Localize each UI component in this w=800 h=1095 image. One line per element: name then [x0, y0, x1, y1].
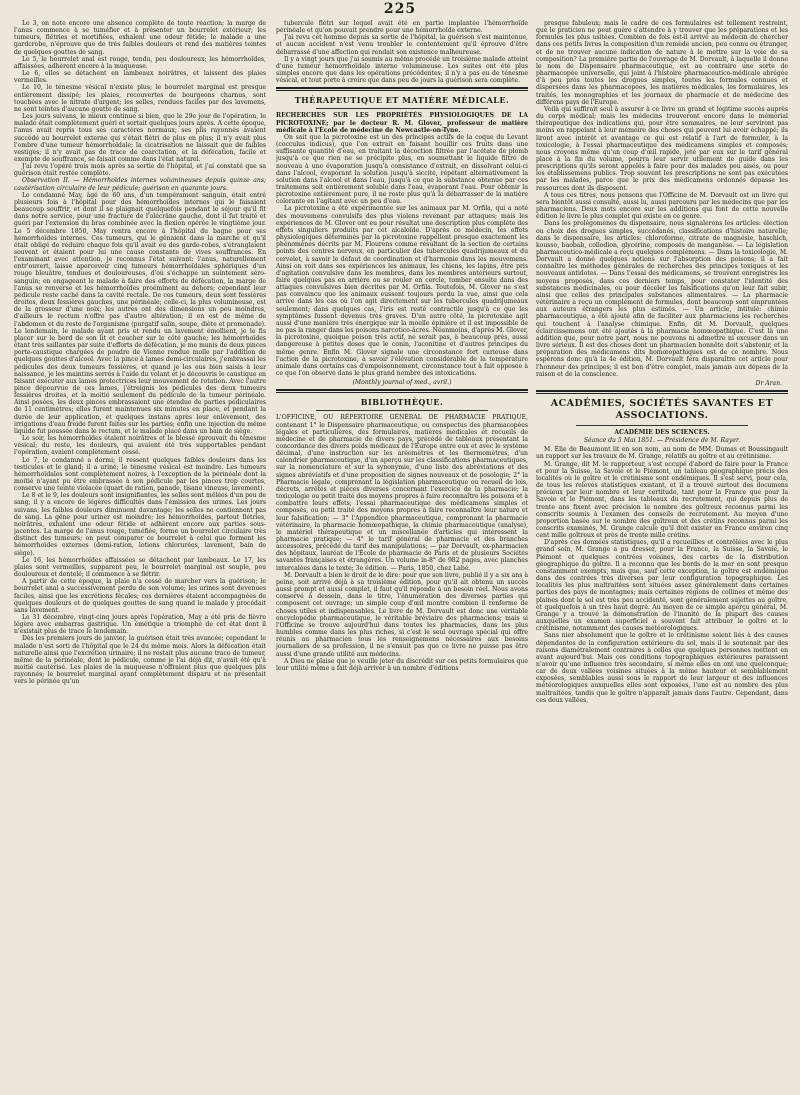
- section-rule-thin: [316, 108, 488, 109]
- paragraph: M. Élie de Beaumont lit en son nom, au nom de MM. Dumas et Boussingault un rapport sur les travaux de M. Grange, relatifs au goître et au crétinisme.: [536, 446, 788, 461]
- paragraph: A partir de cette époque, la plaie n'a cessé de marcher vers la guérison; le bourrelet anal a successivement perdu de son volume; les urines sont devenues faciles, ainsi que les excrétions fécales; ces dernières étaient accompagnées de quelques douleurs et de quelques gouttes de sang quand le malade y procédait sans lavement.: [14, 578, 266, 614]
- column-middle: [276, 20, 528, 1090]
- paragraph: Le 10, le ténesme vésical n'existe plus; le bourrelet marginal est presque entièrement dissipé; les plaies, recouvertes de bourgeons charnus, sont touchées avec le nitrate d'argent; les selles, rendues faciles par des lavemens, ne sont teintes d'aucune goutte de sang.: [14, 84, 266, 113]
- paragraph: Le 8 et le 9, les douleurs sont insignifiantes, les selles sont mêlées d'un peu de sang; il y a encore de légères difficultés dans l'émission des urines. Les jours suivans, les faibles douleurs diminuent davantage; les selles ne contiennent pas de sang. La gêne pour uriner est moindre; les hémorrhoïdes, partout flétries, noirâtres, exhalent une odeur fétide et adhèrent encore aux parties sous-jacentes. La marge de l'anus rouge, tuméfiée, forme un bourrelet circulaire très distinct des tumeurs; on peut comparer ce bourrelet à celui que forment les hémorrhoïdes externes (demi-ration, lotions chlorurées, lavement, bain de siège).: [14, 492, 266, 557]
- paragraph: Le 6, elles se détachent en lambeaux noirâtres, et laissent des plaies vermeilles.: [14, 70, 266, 85]
- paragraph: Le 31 décembre, vingt-cinq jours après l'opération, May a été pris de fièvre légère avec embarras gastrique. Un émétique a triomphé de cet état dont il n'existait plus de trace le lendemain.: [14, 613, 266, 636]
- session-line: Séance du 5 Mai 1851. — Présidence de M. Rayer.: [583, 437, 741, 445]
- paragraph: Le condamné May, âgé de 60 ans, d'un tempérament sanguin, était entré plusieurs fois à l'hôpital pour des hémorrhoïdes internes qui le faisaient beaucoup souffrir, et dont il se plaignait quelquefois pendant le séjour qu'il fit dans notre service, pour une fracture de l'olécrâne gauche, dont il fut traité et guéri par l'extension du bras combinée avec la flexion opérée le vingtième jour. Le 5 décembre 1850, May rentra encore à l'hôpital du bagne pour ses hémorrhoïdes internes. Ces tumeurs, qui le gênaient dans la marche et qu'il était obligé de réduire chaque fois qu'il avait eu des garde-robes, s'étranglaient souvent et étaient pour lui une cause constante de vives souffrances. En l'examinant avec attention, je reconnus l'état suivant: l'anus, naturellement entr'ouvert, laisse apercevoir cinq tumeurs hémorrhoïdales sphériques d'un rouge bleuâtre, tendues et douloureuses, d'où s'échappe un suintement séro-sanguin; en engageant le malade à faire des efforts de défécation, la marge de l'anus se renverse et les hémorrhoïdes proéminent au dehors; cependant leur pédicule reste caché dans la cavité rectale. De ces tumeurs, deux sont fessières droites, deux fessières gauches, une périnéale; celle-ci, la plus volumineuse, est de la grosseur d'une noix; les autres ont des dimensions un peu moindres, d'ailleurs le rectum n'offre pas d'autre altération; il en est de même de l'abdomen et du reste de l'organisme (purgatif salin, soupe, diète et promenade). Le lendemain, le malade ayant pris et rendu un lavement émollient, je le fis placer sur le bord de son lit et coucher sur le côté gauche; les hémorrhoïdes étant très saillantes par suite d'efforts de défécation, je me munis de deux pinces porte-caustique chargées de poudre de Vienne rendue molle par l'addition de quelques gouttes d'alcool. Avec la pince à lames demi-circulaires, j'embrassai les pédicules des deux tumeurs fessières, et quand je les eus bien saisis à leur naissance, je les maintins serrés à l'aide du volant et je découvris le caustique en faisant exécuter aux lames protectrices leur mouvement de rotation. Avec l'autre pince dépourvue de ces lames, j'étreignis les pédicules des deux tumeurs fessières droites, et la moitié seulement du pédicule de la tumeur périnéale. Ainsi posées, les deux pinces embrassaient une étendue de parties pédiculaires de 11 centimètres; elles furent maintenues six minutes en place, et pendant la durée de leur application, et quelques instans après leur enlèvement, des irrigations d'eau froide furent faites sur les parties; enfin une injection du même liquide fut poussée dans le rectum, et le malade placé dans un bain de siège.: [14, 191, 266, 435]
- paragraph: A Dieu ne plaise que je veuille jeter du discrédit sur ces petits formulaires que leur utilité même a fait déjà arriver à un nombre d'éditions: [276, 657, 528, 672]
- therapeutics-article-subtitle: RECHERCHES SUR LES PROPRIÉTÉS PHYSIOLOGIQUES DE LA PICROTOXINE; par le docteur R. M. Glover, professeur de matière médicale à l'École de médecine de Newcastle-on-Tyne.: [276, 112, 528, 134]
- therapeutics-section-title: THÉRAPEUTIQUE ET MATIÈRE MÉDICALE.: [294, 95, 510, 106]
- paragraph: M. Grange, dit M. le rapporteur, s'est occupé d'abord de faire pour la France et pour la Suisse, la Savoie et le Piémont, un tableau géographique précis des localités où le goître et le crétinisme sont endémiques. Il s'est servi, pour cela, de tous les relevés statistiques existant, et il a trouvé surtout des documens précieux par leur nombre et leur certitude, tant pour la France que pour la Savoie et le Piémont, dans les tableaux du recrutement, qui depuis plus de trente ans fixent avec précision le nombre des goîtreux reconnus parmi les conscrits soumis à l'examen des conseils de recrutement. Au moyen d'une proportion basée sur le nombre des goîtreux et des crétins reconnus parmi les conscrits examinés, M. Grange calcule qu'il doit exister en France environ cinq cent mille goîtreux et près de trente mille crétins.: [536, 460, 788, 540]
- paragraph: D'après ces données statistiques, qu'il a recueillies et contrôlées avec le plus grand soin, M. Grange a pu dresser, pour la France, la Suisse, la Savoie, le Piémont et quelques contrées voisines, des cartes de la distribution géographique du goître. Il a reconnu que les bords de la mer en sont presque constamment exempts, mais que, sauf cette exception, le goître est endémique dans des contrées très diverses par leur configuration topographique. Les localités les plus maltraitées sont situées assez généralement dans certaines parties des pays de montagnes; mais certaines régions de collines et même des plaines dont le sol est très peu accidenté, sont généralement sujettes au goître, et quelquefois à un très haut degré. Au moyen de ce simple aperçu général, M. Grange y a trouvé la démonstration de l'inanité de la plupart des causes auxquelles un examen superficiel a souvent fait attribuer le goître et le crétinisme, notamment des causes météorologiques.: [536, 539, 788, 633]
- paragraph: tubercule flétri sur lequel avait été en partie implantée l'hémorrhoïde périnéale et qu'on pouvait prendre pour une hémorrhoïde externe.: [276, 20, 528, 35]
- paragraph: Le 7, le condamné a dormi; il ressent quelques faibles douleurs dans les testicules et le gland; il a uriné; le ténesme vésical est moindre. Les tumeurs hémorrhoïdales sont complètement noires, à l'exception de la périnéale dont la moitié n'ayant pu être embrassée à son pédicule par les pinces trop courtes, conserve une teinte violacée (quart de ration, panade, tisane vineuse, lavement).: [14, 456, 266, 493]
- paragraph: Voilà qui suffirait seul à assurer à ce livre un grand et légitime succès auprès du corps médical; mais les médecins trouveront encore dans le mémorial thérapeutique des indications qui, pour être sommaires, ne leur serviront pas moins en rappelant à leur mémoire des choses qui peuvent lui avoir échappé; ils liront avec intérêt et avantage ce qui est relatif à l'art de formuler, à la toxicologie, à l'essai pharmaceutique des médicamens simples et composés; nous croyons même qu'un coup d'œil rapide, jeté par eux sur le tarif général placé à la fin du volume, pourra leur servir utilement de guide dans les prescriptions qu'ils seront appelés à faire pour des malades peu aisés, ou pour les établissemens publics. Trop souvent les prescriptions ne sont pas exécutées par les malades, parce que le prix des médicamens ordonnés dépasse les ressources dont ils disposent.: [536, 105, 788, 192]
- paragraph: Dès les premiers jours de janvier, la guérison était très avancée; cependant le malade n'est sorti de l'hôpital que le 24 du même mois. Alors la défécation était naturelle ainsi que l'excrétion urinaire; il ne restait plus aucune trace de tumeur, même de la périnéale, dont le pédicule, comme je l'ai déjà dit, n'avait été qu'à moitié cautérisé. Les plaies de la muqueuse n'offraient plus que quelques plis rayonnés; le bourrelet marginal ayant complètement disparu et ne présentait vers le périnée qu'un: [14, 635, 266, 686]
- paragraph: L'OFFICINE, OU RÉPERTOIRE GÉNÉRAL DE PHARMACIE PRATIQUE, contenant 1° le Dispensaire pharmaceutique, ou conspectus des pharmacopées légales et particulières, des formulaires, matières médicales et recueils de médecine et de pharmacie de divers pays, précédé de tableaux présentant la concordance des divers poids médicaux de l'Europe entre eux et avec le système décimal, d'une instruction sur les aréomètres et les thermomètres, d'un calendrier pharmaceutique, d'un aperçu sur les classifications pharmaceutiques, sur la nomenclature et sur la synonymie, d'une liste des abréviations et des signes abréviatifs et d'une proposition de signes nouveaux et de posologie; 2° la Pharmacie légale, comprenant la législation pharmaceutique ou recueil de lois, décrets, arrêtés et pièces diverses concernant l'exercice de la pharmacie; la toxicologie ou petit traité des moyens propres à faire reconnaître les poisons et à combattre leurs effets; l'essai pharmaceutique des médicamens simples et composés, ou petit traité des moyens propres à faire reconnaître leur nature et leur falsification; — 3° l'Appendice pharmaceutique, comprenant la pharmacie vétérinaire, la pharmacie homœopathique, la chimie pharmaceutique (analyse), le matériel thérapeutique et un miscellanée d'articles qui intéressent la pharmacie pratique; — 4° le tarif général de pharmacie et des branches accessoires, précédé du tarif des manipulations; — par Dorvault, ex-pharmacien des hôpitaux, lauréat de l'École de pharmacie de Paris et de plusieurs Sociétés savantes françaises et étrangères. Un volume in-8° de 982 pages, avec planches intercalées dans le texte; 3e édition. — Paris, 1850, chez Labé.: [276, 414, 528, 572]
- library-review-continuation: [536, 20, 788, 378]
- column-left: [14, 20, 266, 1090]
- review-signature: Dr Aran.: [755, 379, 782, 387]
- paragraph: J'ai revu l'opéré trois mois après sa sortie de l'hôpital, et j'ai constaté que sa guérison était restée complète.: [14, 163, 266, 178]
- paragraph: presque fabuleux; mais le cadre de ces formulaires est tellement restreint, que le praticien ne peut guère s'attendre à y trouver que les préparations et les formules les plus usitées. Combien de fois est-il arrivé au médecin de chercher dans ces petits livres la composition d'un remède ancien, peu connu ou étranger, et de ne trouver aucune indication de nature à le mettre sur la voie de sa composition? La première partie de l'ouvrage de M. Dorvault, à laquelle il donne le nom de Dispensaire pharmaceutique, est au contraire une sorte de pharmacopée universelle, qui joint à l'histoire pharmaceutico-médicale abrégée d'à peu près toutes les drogues simples, toutes les formules connues et dispersées dans les pharmacopées, les matières médicales, les formulaires, les traités, les monographies et les journaux de pharmacie et de médecine des différens pays de l'Europe.: [536, 20, 788, 106]
- paragraph: Les jours suivans, le mieux continue si bien, que le 29e jour de l'opération, le malade était complètement guéri et sortait quelques jours après. A cette époque, l'anus avait repris tous ses caractères normaux; ses plis rayonnés avaient succédé au bourrelet externe qui s'était flétri de plus en plus; il n'y avait plus l'ombre d'une tumeur hémorrhoïdale; la cicatrisation ne laissait que de faibles vestiges; il n'y avait pas de trace de coarctation, et la défécation, facile et exempte de souffrance, se faisait comme dans l'état naturel.: [14, 113, 266, 163]
- academies-section-title: ACADÉMIES, SOCIÉTÉS SAVANTES ET ASSOCIATIONS.: [550, 397, 774, 421]
- section-rule-thin: [316, 410, 488, 411]
- paragraph: Le 16, les hémorrhoïdes affaissées se détachent par lambeaux. Le 17, les plaies sont vermeilles, supparent peu, le bourrelet marginal est souple, peu douloureux et dentelé; il commence à se flétrir.: [14, 556, 266, 579]
- academy-report-body: [536, 446, 788, 704]
- paragraph: Il y a vingt jours que j'ai soumis au même procédé un troisième malade atteint d'une tumeur hémorrhoïdale interne volumineuse. Les suites ont été plus simples encore que dans les opérations précédentes; il n'y a pas eu de ténesme vésical, et tout porte à croire que dans peu de jours la guérison sera complète.: [276, 55, 528, 85]
- paragraph: Observation II. — Hémorrhoïdes internes volumineuses depuis quinze ans; cautérisation circulaire de leur pédicule; guérison en quarante jours.: [14, 177, 266, 192]
- paragraph: Le 3, on note encore une absence complète de toute réaction; la marge de l'anus commence à se tuméfier et à présenter un bourrelet extérieur; les tumeurs, flétries et mortifiées, exhalent une odeur fétide; le malade a une gardcrobe, n'éprouve que de très faibles douleurs et rend des matières teintes de quelques gouttes de sang.: [14, 20, 266, 56]
- paragraph: A tous ces titres, nous pensons que l'Officine de M. Dorvault est un livre qui sera bientôt aussi consulté, aussi lu, aussi parcouru par les médecins que par les pharmaciens. Deux mots encore sur les additions qui font de cette nouvelle édition le livre le plus complet qui existe en ce genre.: [536, 191, 788, 221]
- library-review-body: [276, 414, 528, 672]
- paragraph: On sait que la picrotoxine est un des principes actifs de la coque du Levant (cocculus indicus), que l'on extrait en faisant bouillir ces fruits dans une suffisante quantité d'eau, en traitant la décoction filtrée par l'acétate de plomb jusqu'à ce que rien ne se précipite plus, en soumettant le liquide filtré de nouveau à une évaporation jusqu'à consistance d'extrait, en dissolvant celui-ci dans l'alcool, évaporant la solution jusqu'à siccité, répétant alternativement la solution dans l'alcool et dans l'eau, jusqu'à ce que la substance obtenue par ces traitemens soit entièrement soluble dans l'eau, évaporant l'eau. Pour obtenir la picrotoxine entièrement pure, il ne reste plus qu'à la débarrasser de la matière colorante en l'agitant avec un peu d'eau.: [276, 133, 528, 206]
- article-source: (Monthly journal of med., avril.): [352, 379, 452, 387]
- page-number: 225: [383, 1, 417, 17]
- paragraph: Le 5, le bourrelet anal est rouge, tendu, peu douloureux; les hémorrhoïdes, affaissées, adhèrent encore à la muqueuse.: [14, 55, 266, 70]
- academy-name: ACADÉMIE DES SCIENCES.: [614, 428, 710, 436]
- paragraph: M. Dorvault a bien le droit de le dire: pour que son livre, publié il y a six ans à peine, soit arrivé déjà à sa troisième édition, pour qu'il ait obtenu un succès aussi prompt et aussi complet, il faut qu'il réponde à un besoin réel. Nous avons conservé à dessein, dans le titre, l'énumération des diverses parties qui composent cet ouvrage; un simple coup d'œil montre combien il renferme de choses utiles et indispensables. Le livre de M. Dorvault est donc une véritable encyclopédie pharmaceutique, le véritable bréviaire des pharmaciens; mais si l'Officine se trouve aujourd'hui dans toutes les pharmacies, dans les plus humbles comme dans les plus riches, si c'est le seul ouvrage spécial qui offre réunis au pharmacien tous les renseignemens nécessaires aux besoins journaliers de sa profession, il ne s'ensuit pas que ce livre ne puisse pas être aussi d'une grande utilité aux médecins.: [276, 571, 528, 658]
- paragraph: Le soir, les hémorrhoïdes étaient noirâtres et le blessé éprouvait du ténesme vésical; du reste, les douleurs, qui avaient été très supportables pendant l'opération, avaient complètement cessé.: [14, 435, 266, 457]
- section-rule: [536, 390, 788, 394]
- section-rule: [276, 389, 528, 393]
- paragraph: J'ai revu cet homme depuis sa sortie de l'hôpital, la guérison s'est maintenue, et aucun accident n'est venu troubler le contentement qu'il éprouve d'être débarrassé d'une affection qui rendait son existence malheureuse.: [276, 34, 528, 56]
- library-section-title: BIBLIOTHÈQUE.: [360, 397, 444, 408]
- section-rule-thin: [576, 425, 748, 426]
- case-report-continuation: [276, 20, 528, 84]
- therapeutics-article-body: [276, 134, 528, 377]
- paragraph: Dans les prolégomènes du dispensaire, nous signalerons les articles: élection ou choix des drogues simples, succédanés, classifications d'histoire naturelle; dans le dispensaire, les articles: chloroforme, citrate de magnésie, haschich, kousso, baobab, collodion, glycérine, composés de manganèse. — La législation pharmaceutico-médicale a reçu quelques complémens. — Dans la toxicologie, M. Dorvault a donné quelques notions sur l'absorption des poisons; il a fait connaître les méthodes générales de recherches des principes toxiques et les nouveaux antidotes. — Dans l'essai des médicamens, se trouvent enregistrés les moyens proposés, dans ces derniers temps, pour constater l'identité des substances médicinales, ou pour déceler les falsifications qu'on leur fait subir, ainsi que celles des principales substances alimentaires. — La pharmacie vétérinaire a reçu un complément de formules, dont beaucoup sont empruntées aux auteurs étrangers les plus estimés. — Un article, intitulé: chimie pharmaceutique, a été ajouté afin de faciliter aux pharmaciens les recherches qui touchent à l'analyse chimique. Enfin, dit M. Dorvault, quelques éclaircissemens ont été ajoutés à la pharmacie homœopathique. C'est là une addition que, pour notre part, nous ne pouvons ni admettre ni excuser dans un livre sérieux. Il est des choses dont un pharmacien honnête doit s'abstenir, et la préparation des médicamens dits homœopathiques est de ce nombre. Nous espérons donc qu'à la 4e édition, M. Dorvault fera disparaître cet article pour l'honneur des principes; il est bon d'être complet, mais jamais aux dépens de la raison et de la conscience.: [536, 220, 788, 378]
- paragraph: La picrotoxine a été expérimentée sur les animaux par M. Orfila, qui a noté des mouvemens convulsifs des plus violens revenant par attaques; mais les expériences de M. Glover ont eu pour résultat une description plus complète des effets singuliers produits par cet alcaloïde. D'après ce médecin, les effets physiologiques déterminés par la picrotoxine rappellent presque exactement les phénomènes décrits par M. Flourens comme résultant de la section de certains points des centres nerveux, en particulier des tubercules quadrijumeaux et du cervelet, à savoir le défaut de coordination et d'harmonie dans les mouvemens. Ainsi on voit dans ses expériences les animaux, les chiens, les lapins, être pris d'agitation convulsive dans les membres, dans les membres antérieurs surtout, faire quelques pas en arrière ou se rouler en cercle, tomber ensuite dans des attaques convulsives bien décrites par M. Orfila. Toutefois, M. Glover ne s'est pas convaincu que les animaux eussent toujours perdu la vue, ainsi que cela arrive dans les cas où l'on agit directement sur les tubercules quadrijumeaux seulement; dans quelques cas, l'iris est resté contractile jusqu'à ce que les symptômes fussent devenus très graves. D'un autre côté, la picrotoxine agit aussi d'une manière très énergique sur la moelle épinière et il est impossible de ne pas la ranger dans les poisons narcotico-âcres. Néanmoins, d'après M. Glover, la picrotoxine, quoique poison très actif, ne serait pas, à beaucoup près, aussi dangereuse à petites doses que le conin, l'aconitine et d'autres principes du même genre. Enfin M. Glover signale une circonstance fort curieuse dans l'action de la picrotoxine, à savoir l'élévation considérable de la température animale dans certains cas d'empoisonnement, circonstance tout à fait opposée à ce que l'on observe dans le plus grand nombre des intoxications.: [276, 205, 528, 378]
- section-rule: [276, 87, 528, 91]
- paragraph: Sans nier absolument que le goître et le crétinisme soient liés à des causes dépendantes de la configuration extérieure du sol, mais il le soutenait par des raisons diamétralement contraires à celles que quelques personnes mettent en avant aujourd'hui. Mais ces conditions topographiques extérieures paraissent n'avoir qu'une influence très secondaire, si même elles en ont une quelconque; car de deux vallées voisines situées à la même hauteur et semblablement exposées, semblables aussi sous le rapport de leur largeur et des influences météorologiques auxquelles elles sont exposées, l'une est au nombre des plus maltraitées, tandis que le goître n'apparaît jamais dans l'autre. Cependant, dans ces deux vallées,: [536, 632, 788, 704]
- column-right: [536, 20, 788, 1090]
